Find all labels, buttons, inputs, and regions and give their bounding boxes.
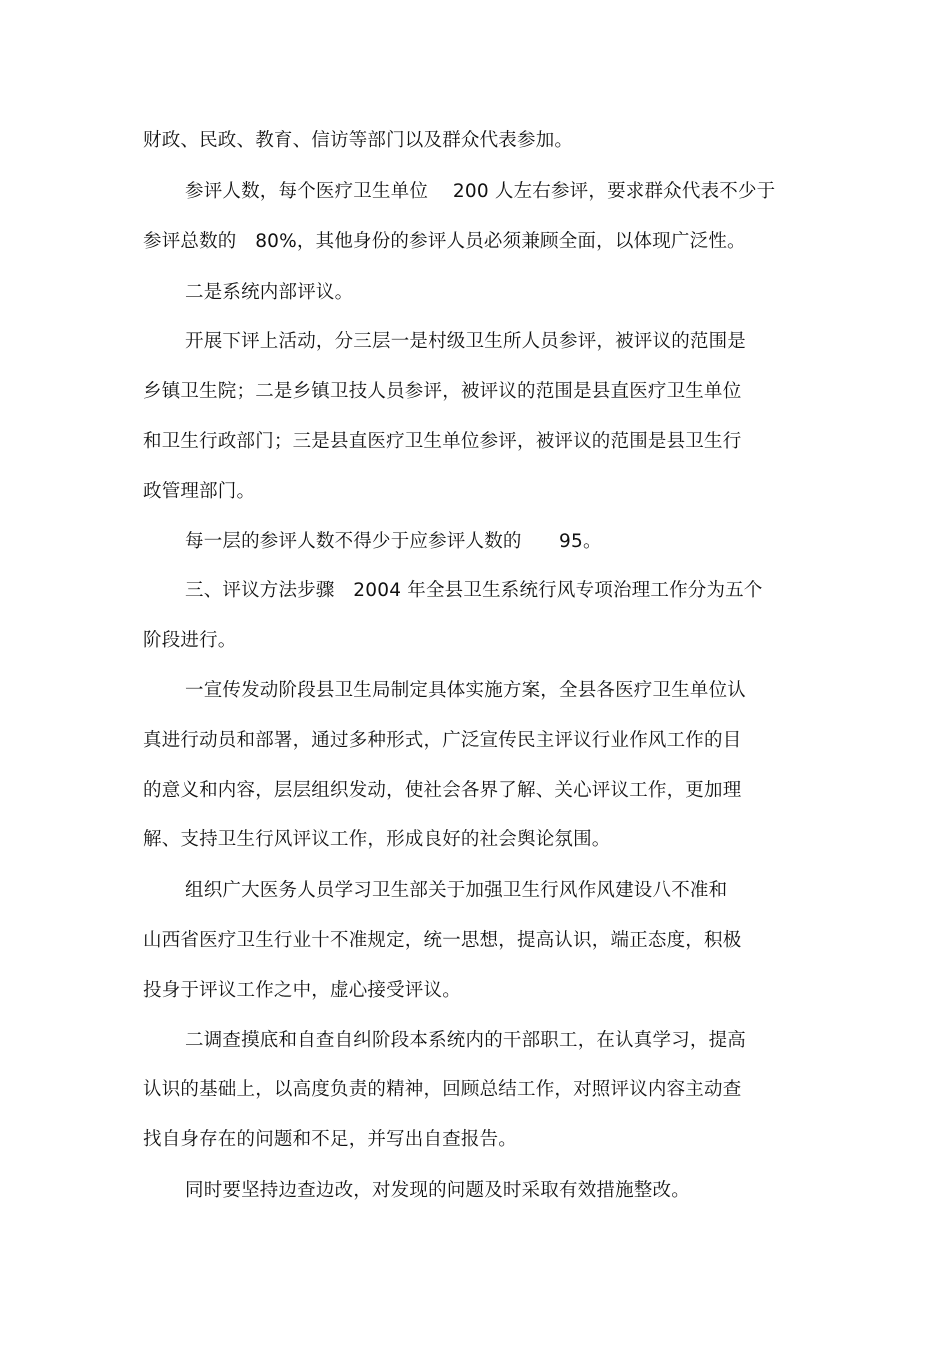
- text-line: 组织广大医务人员学习卫生部关于加强卫生行风作风建设八不准和: [185, 880, 728, 901]
- text-line: 和卫生行政部门；三是县直医疗卫生单位参评，被评议的范围是县卫生行: [143, 431, 742, 452]
- text-line: 开展下评上活动，分三层一是村级卫生所人员参评，被评议的范围是: [185, 331, 747, 352]
- text-line: 二调查摸底和自查自纠阶段本系统内的干部职工，在认真学习，提高: [185, 1030, 747, 1051]
- text-line: 二是系统内部评议。: [185, 282, 354, 303]
- text-line: 山西省医疗卫生行业十不准规定，统一思想，提高认识，端正态度，积极: [143, 930, 742, 951]
- text-line: 同时要坚持边查边改，对发现的问题及时采取有效措施整改。: [185, 1180, 690, 1201]
- text-line: 政管理部门。: [143, 481, 256, 502]
- text-line: 参评人数，每个医疗卫生单位 200 人左右参评，要求群众代表不少于: [185, 181, 776, 202]
- text-line: 一宣传发动阶段县卫生局制定具体实施方案，全县各医疗卫生单位认: [185, 680, 747, 701]
- text-line: 真进行动员和部署，通过多种形式，广泛宣传民主评议行业作风工作的目: [143, 730, 742, 751]
- text-line: 的意义和内容，层层组织发动，使社会各界了解、关心评议工作，更加理: [143, 780, 742, 801]
- text-line: 解、支持卫生行风评议工作，形成良好的社会舆论氛围。: [143, 829, 611, 850]
- text-line: 每一层的参评人数不得少于应参评人数的 95。: [185, 531, 602, 552]
- text-line: 参评总数的 80%，其他身份的参评人员必须兼顾全面，以体现广泛性。: [143, 231, 746, 252]
- text-line: 投身于评议工作之中，虚心接受评议。: [143, 980, 461, 1001]
- text-line: 找自身存在的问题和不足，并写出自查报告。: [143, 1129, 518, 1150]
- text-line: 财政、民政、教育、信访等部门以及群众代表参加。: [143, 130, 574, 151]
- text-line: 阶段进行。: [143, 630, 237, 651]
- text-line: 认识的基础上，以高度负责的精神，回顾总结工作，对照评议内容主动查: [143, 1079, 742, 1100]
- text-line: 三、评议方法步骤 2004 年全县卫生系统行风专项治理工作分为五个: [185, 580, 763, 601]
- text-line: 乡镇卫生院；二是乡镇卫技人员参评，被评议的范围是县直医疗卫生单位: [143, 381, 742, 402]
